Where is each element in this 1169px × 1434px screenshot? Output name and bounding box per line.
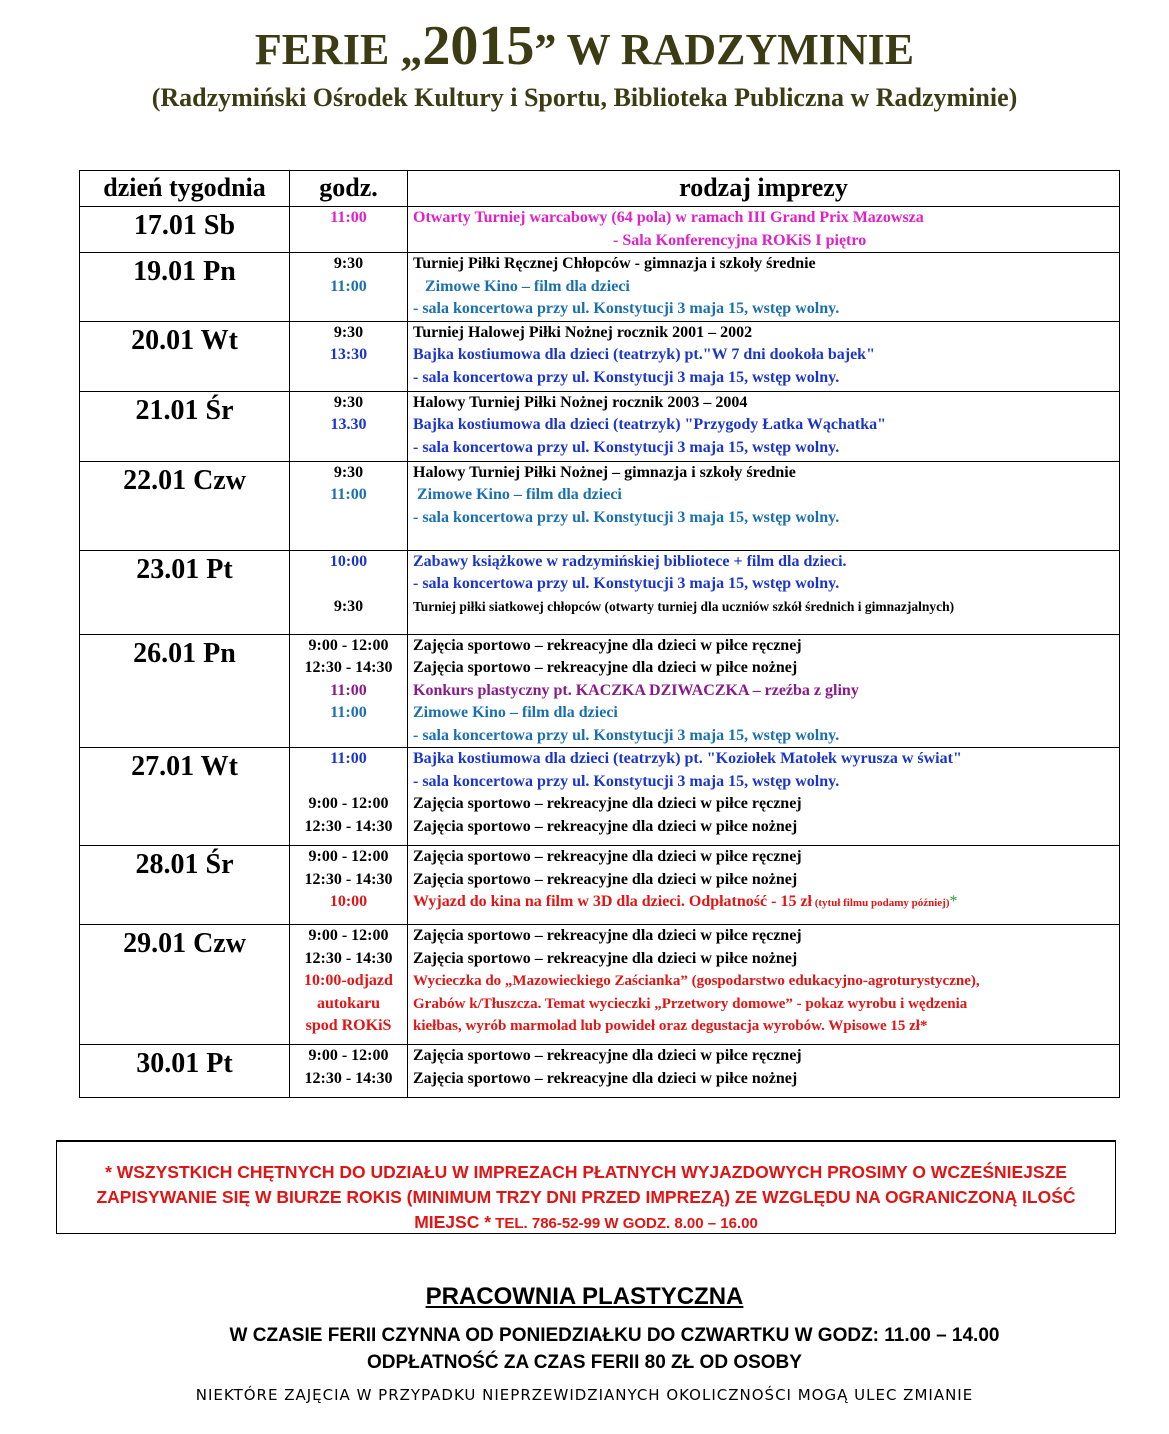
event-text: Zajęcia sportowo – rekreacyjne dla dzieci w piłce nożnej [413,817,798,835]
page-title [0,15,1169,78]
time-cell [290,846,408,925]
schedule-row [80,550,1120,634]
event-line [413,298,1119,321]
title-prefix: FERIE „ [254,25,423,74]
event-text: Turniej Piłki Ręcznej Chłopców - gimnazja i szkoły średnie [413,255,816,272]
registration-notice [56,1140,1116,1234]
event-text: - sala koncertowa przy ul. Konstytucji 3 maja 15, wstęp wolny. [413,368,840,386]
event-text: - sala koncertowa przy ul. Konstytucji 3 maja 15, wstęp wolny. [413,575,840,592]
event-line [413,1068,1119,1091]
time-cell [290,925,408,1045]
event-line [413,1015,1119,1038]
event-text: Turniej piłki siatkowej chłopców (otwarty turniej dla uczniów szkół średnich i gimnazjalnych) [413,598,955,614]
time-entry: 12:30 - 14:30 [304,949,393,967]
event-line [413,816,1119,839]
event-text: Zajęcia sportowo – rekreacyjne dla dzieci w piłce nożnej [413,949,798,967]
day-cell: 30.01 Pt [80,1045,290,1098]
event-cell [408,1045,1120,1098]
event-line [413,507,1119,530]
event-line [413,392,1119,415]
event-line [413,462,1119,485]
time-cell [290,391,408,461]
event-text: Zabawy książkowe w radzymińskiej bibliotece + film dla dzieci. [413,552,847,570]
event-line [413,993,1119,1016]
event-line [413,948,1119,971]
title-suffix: ” W RADZYMINIE [534,25,915,74]
event-text: kiełbas, wyrób marmolad lub powideł oraz degustacja wyrobów. Wpisowe 15 zł* [413,1018,928,1034]
header-event: rodzaj imprezy [408,171,1120,207]
event-line [413,748,1119,771]
event-line [413,573,1119,596]
day-cell: 26.01 Pn [80,634,290,748]
event-line [413,551,1119,574]
event-text: - Sala Konferencyjna ROKiS I piętro [613,231,867,249]
time-entry: 11:00 [330,750,367,767]
schedule-row [80,925,1120,1045]
schedule-row [80,634,1120,748]
event-text: Zajęcia sportowo – rekreacyjne dla dzieci w piłce ręcznej [413,927,802,944]
event-text: Zajęcia sportowo – rekreacyjne dla dzieci w piłce ręcznej [413,795,802,812]
time-entry: 13.30 [330,416,367,433]
event-text: Halowy Turniej Piłki Nożnej rocznik 2003 – 2004 [413,393,748,411]
time-entry: 12:30 - 14:30 [304,870,393,888]
event-text: Zajęcia sportowo – rekreacyjne dla dzieci w piłce nożnej [413,659,798,676]
event-text: Konkurs plastyczny pt. KACZKA DZIWACZKA – rzeźba z gliny [413,681,859,699]
day-cell: 23.01 Pt [80,550,290,634]
event-line [413,1045,1119,1068]
day-cell: 17.01 Sb [80,207,290,253]
time-entry: 11:00 [330,681,367,699]
event-text: - sala koncertowa przy ul. Konstytucji 3 maja 15, wstęp wolny. [413,772,840,790]
day-cell: 22.01 Czw [80,461,290,550]
art-studio-hours: W CZASIE FERII CZYNNA OD PONIEDZIAŁKU DO CZWARTKU W GODZ: 11.00 – 14.00 [229,1325,1000,1346]
event-text: Zajęcia sportowo – rekreacyjne dla dzieci w piłce ręcznej [413,636,802,654]
day-cell: 28.01 Śr [80,846,290,925]
schedule-row [80,1045,1120,1098]
schedule-row [80,207,1120,253]
event-cell [408,748,1120,846]
time-entry [290,573,407,596]
time-entry: 10:00 [329,552,368,570]
time-entry: 11:00 [330,704,367,721]
schedule-header-row [80,171,1120,207]
notice-line-3 [57,1210,1115,1236]
event-line [413,635,1119,658]
time-entry: spod ROKiS [305,1017,392,1034]
time-entry: 12:30 - 14:30 [304,817,393,835]
header-time: godz. [290,171,408,207]
header-day: dzień tygodnia [80,171,290,207]
event-text: Bajka kostiumowa dla dzieci (teatrzyk) pt."W 7 dni dookoła bajek" [413,346,875,363]
page-subtitle: (Radzymiński Ośrodek Kultury i Sportu, Biblioteka Publiczna w Radzyminie) [151,83,1018,112]
event-text: Zajęcia sportowo – rekreacyjne dla dzieci w piłce nożnej [413,870,798,888]
time-cell [290,1045,408,1098]
event-line [413,596,1119,619]
day-cell: 19.01 Pn [80,253,290,322]
schedule-row [80,461,1120,550]
event-text: Zajęcia sportowo – rekreacyjne dla dzieci w piłce ręcznej [413,848,802,865]
time-entry: 9:30 [333,393,364,411]
event-text: Zimowe Kino – film dla dzieci [417,486,622,503]
time-entry: 9:00 - 12:00 [308,848,389,865]
event-line [413,793,1119,816]
event-text: - sala koncertowa przy ul. Konstytucji 3 maja 15, wstęp wolny. [413,508,840,526]
notice-line-2: ZAPISYWANIE SIĘ W BIURZE ROKIS (MINIMUM TRZY DNI PRZED IMPREZĄ) ZE WZGLĘDU NA OGRANICZONĄ ILOŚĆ [96,1187,1076,1207]
event-line [413,322,1119,345]
event-cell [408,207,1120,253]
time-entry: 11:00 [330,486,367,503]
time-cell [290,550,408,634]
notice-line-1: * WSZYSTKICH CHĘTNYCH DO UDZIAŁU W IMPREZACH PŁATNYCH WYJAZDOWYCH PROSIMY O WCZEŚNIEJSZE [105,1162,1067,1182]
event-line [413,344,1119,367]
day-cell: 29.01 Czw [80,925,290,1045]
event-note: (tytuł filmu podamy później) [811,897,950,909]
schedule-row [80,321,1120,391]
event-cell [408,550,1120,634]
event-text: Grabów k/Tłuszcza. Temat wycieczki „Przetwory domowe” - pokaz wyrobu i wędzenia [413,995,968,1012]
event-line [413,702,1119,725]
event-text: Wyjazd do kina na film w 3D dla dzieci. Odpłatność - 15 zł [413,893,812,910]
event-text: Halowy Turniej Piłki Nożnej – gimnazja i szkoły średnie [413,463,796,481]
event-text: Wycieczka do „Mazowieckiego Zaścianka” (gospodarstwo edukacyjno-agroturystyczne), [413,973,980,989]
time-entry: 10:00-odjazd [304,972,393,989]
event-text: Bajka kostiumowa dla dzieci (teatrzyk) pt. "Koziołek Matołek wyrusza w świat" [413,750,962,767]
notice-phone: TEL. 786-52-99 W GODZ. 8.00 – 16.00 [491,1215,758,1232]
event-line [413,367,1119,390]
time-entry: 9:00 - 12:00 [308,636,389,654]
event-line [413,230,1119,253]
event-cell [408,634,1120,748]
schedule-row [80,253,1120,322]
art-studio-heading: PRACOWNIA PLASTYCZNA [425,1283,744,1310]
schedule-table [79,170,1120,1098]
event-text: Bajka kostiumowa dla dzieci (teatrzyk) "Przygody Łatka Wąchatka" [413,416,887,433]
time-cell [290,253,408,322]
time-entry: 9:30 [333,323,364,341]
time-entry: 12:30 - 14:30 [304,1069,393,1087]
event-cell [408,321,1120,391]
event-text: Otwarty Turniej warcabowy (64 pola) w ramach III Grand Prix Mazowsza [413,209,924,226]
time-entry: 9:00 - 12:00 [308,927,389,944]
schedule-body [80,207,1120,1098]
day-cell: 21.01 Śr [80,391,290,461]
time-entry: autokaru [316,994,381,1012]
event-line [413,925,1119,948]
event-text: Turniej Halowej Piłki Nożnej rocznik 2001 – 2002 [413,323,753,341]
event-text: Zajęcia sportowo – rekreacyjne dla dzieci w piłce nożnej [413,1069,798,1087]
time-cell [290,461,408,550]
event-text: Zajęcia sportowo – rekreacyjne dla dzieci w piłce ręcznej [413,1047,802,1064]
time-entry [290,771,407,794]
time-entry: 9:30 [333,255,364,272]
event-line [413,657,1119,680]
event-line [413,276,1119,299]
time-cell [290,748,408,846]
time-entry: 9:30 [333,463,364,481]
event-line [413,725,1119,748]
event-text: - sala koncertowa przy ul. Konstytucji 3 maja 15, wstęp wolny. [413,726,840,744]
event-text: Zimowe Kino – film dla dzieci [413,704,618,721]
event-cell [408,846,1120,925]
time-cell [290,321,408,391]
event-cell [408,391,1120,461]
day-cell: 20.01 Wt [80,321,290,391]
event-asterisk: * [949,893,958,910]
time-cell [290,207,408,253]
event-line [413,253,1119,276]
event-line [413,437,1119,460]
event-line [413,846,1119,869]
event-line [413,680,1119,703]
time-entry: 11:00 [330,209,367,226]
time-entry: 10:00 [329,893,368,910]
event-line [413,207,1119,230]
time-entry: 13:30 [329,346,368,363]
event-text: Zimowe Kino – film dla dzieci [425,277,630,295]
day-cell: 27.01 Wt [80,748,290,846]
notice-seats: MIEJSC * [414,1212,492,1232]
art-studio-price: ODPŁATNOŚĆ ZA CZAS FERII 80 ZŁ OD OSOBY [367,1352,802,1373]
schedule-row [80,391,1120,461]
event-line [413,891,1119,915]
event-line [413,414,1119,437]
title-year: 2015 [422,15,535,77]
event-line [413,970,1119,993]
time-entry: 11:00 [330,277,367,295]
schedule-row [80,748,1120,846]
event-cell [408,461,1120,550]
change-disclaimer: NIEKTÓRE ZAJĘCIA W PRZYPADKU NIEPRZEWIDZIANYCH OKOLICZNOŚCI MOGĄ ULEC ZMIANIE [195,1386,974,1404]
time-entry: 9:00 - 12:00 [308,795,389,812]
time-entry: 9:00 - 12:00 [308,1047,389,1064]
event-line [413,771,1119,794]
time-entry: 9:30 [333,597,364,615]
event-cell [408,925,1120,1045]
time-entry: 12:30 - 14:30 [304,659,393,676]
time-cell [290,634,408,748]
schedule-row [80,846,1120,925]
event-text: - sala koncertowa przy ul. Konstytucji 3 maja 15, wstęp wolny. [413,300,840,317]
event-line [413,484,1119,507]
event-text: - sala koncertowa przy ul. Konstytucji 3 maja 15, wstęp wolny. [413,438,840,456]
event-cell [408,253,1120,322]
event-line [413,869,1119,892]
